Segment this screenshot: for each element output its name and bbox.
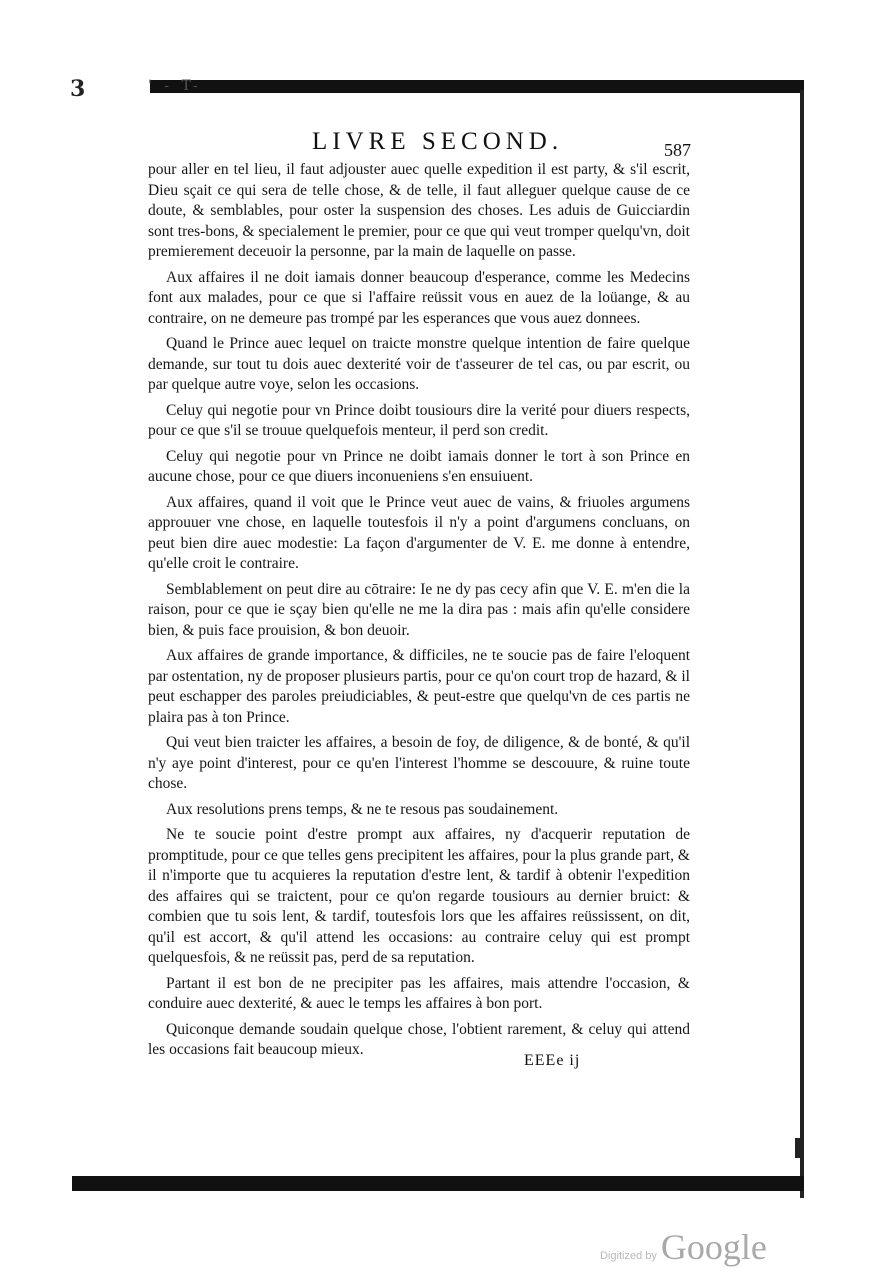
- digitized-watermark: [600, 1226, 767, 1268]
- body-text: [148, 160, 690, 1061]
- right-page-edge: [800, 90, 804, 1198]
- bottom-rule-bar: [72, 1176, 804, 1191]
- paragraph: Ne te soucie point d'estre prompt aux affaires, ny d'acquerir reputation de promptitude, pour ce que telles gens precipitent les affaires, pour la plus grande part, & il n'importe que tu acquieres la reputation d'estre lent, & tardif à obtenir l'expedition des affaires qui se traictent, pour ce qu'on regarde tousiours au dernier bruict: & combien que tu sois lent, & tardif, toutesfois lors que les affaires reüssissent, on dit, qu'il est accort, & qu'il attend les occasions: au contraire celuy qui est prompt quelquesfois, & ne reüssit pas, perd de sa reputation.: [148, 826, 690, 966]
- watermark-small-text: Digitized by: [600, 1250, 657, 1262]
- paragraph: Semblablement on peut dire au cōtraire: Ie ne dy pas cecy afin que V. E. m'en die la raison, pour ce que ie sçay bien qu'elle ne me la dira pas : mais afin qu'elle considere bien, & puis face prouision, & bon deuoir.: [148, 580, 690, 639]
- paragraph: Quiconque demande soudain quelque chose, l'obtient rarement, & celuy qui attend les occasions fait beaucoup mieux.: [148, 1020, 690, 1058]
- running-header-title: LIVRE SECOND.: [312, 128, 564, 155]
- paragraph: pour aller en tel lieu, il faut adjouster auec quelle expedition il est party, & s'il escrit, Dieu sçait ce qui sera de telle chose, & de telle, il faut alleguer quelque cause de ce doute, & semblables, pour oster la suspension des choses. Les aduis de Guicciardin sont tres-bons, & specialement le premier, pour ce que qui veut tromper quelqu'vn, doit premierement deceuoir la personne, par la main de laquelle on passe.: [148, 161, 690, 260]
- paragraph: Celuy qui negotie pour vn Prince doibt tousiours dire la verité pour diuers respects, pour ce que s'il se trouue quelquefois menteur, il perd son credit.: [148, 401, 690, 439]
- signature-mark: EEEe ij: [524, 1052, 581, 1069]
- watermark-logo-text: Google: [660, 1227, 767, 1267]
- paragraph: Celuy qui negotie pour vn Prince ne doibt iamais donner le tort à son Prince en aucune chose, pour ce que diuers inconueniens s'en ensuiuent.: [148, 447, 690, 485]
- top-left-mark: 3: [70, 76, 86, 102]
- paragraph: Aux affaires il ne doit iamais donner beaucoup d'esperance, comme les Medecins font aux malades, pour ce que si l'affaire reüssit vous en auez de la loüange, & au contraire, on ne demeure pas trompé par les esperances que vous auez donnees.: [148, 268, 690, 327]
- paragraph: Aux resolutions prens temps, & ne te resous pas soudainement.: [166, 800, 559, 818]
- top-rule-bar: [150, 80, 804, 93]
- paragraph: Qui veut bien traicter les affaires, a besoin de foy, de diligence, & de bonté, & qu'il n'y aye point d'interest, pour ce qu'en l'interest l'homme se descouure, & ruine toute chose.: [148, 734, 690, 792]
- paragraph: Partant il est bon de ne precipiter pas les affaires, mais attendre l'occasion, & conduire auec dexterité, & auec le temps les affaires à bon port.: [148, 974, 690, 1012]
- paragraph: Quand le Prince auec lequel on traicte monstre quelque intention de faire quelque demande, sur tout tu dois auec dexterité voir de t'asseurer de tel cas, ou par escrit, ou par quelque autre voye, selon les occasions.: [148, 335, 690, 393]
- page-number: 587: [664, 140, 691, 160]
- right-edge-notch: [795, 1138, 804, 1158]
- paragraph: Aux affaires de grande importance, & difficiles, ne te soucie pas de faire l'eloquent par ostentation, ny de proposer plusieurs partis, pour ce qu'on court trop de hazard, & il peut eschapper des paroles preiudiciables, & peut-estre que quelqu'vn de ces partis ne plaira pas à ton Prince.: [148, 647, 690, 726]
- paragraph: Aux affaires, quand il voit que le Prince veut auec de vains, & friuoles argumens approuuer vne chose, en laquelle toutesfois il n'y a point d'argumens concluans, on peut bien dire auec modestie: La façon d'argumenter de V. E. me donne à entendre, qu'elle croit le contraire.: [148, 493, 690, 572]
- top-small-mark: ' - T-: [148, 78, 202, 94]
